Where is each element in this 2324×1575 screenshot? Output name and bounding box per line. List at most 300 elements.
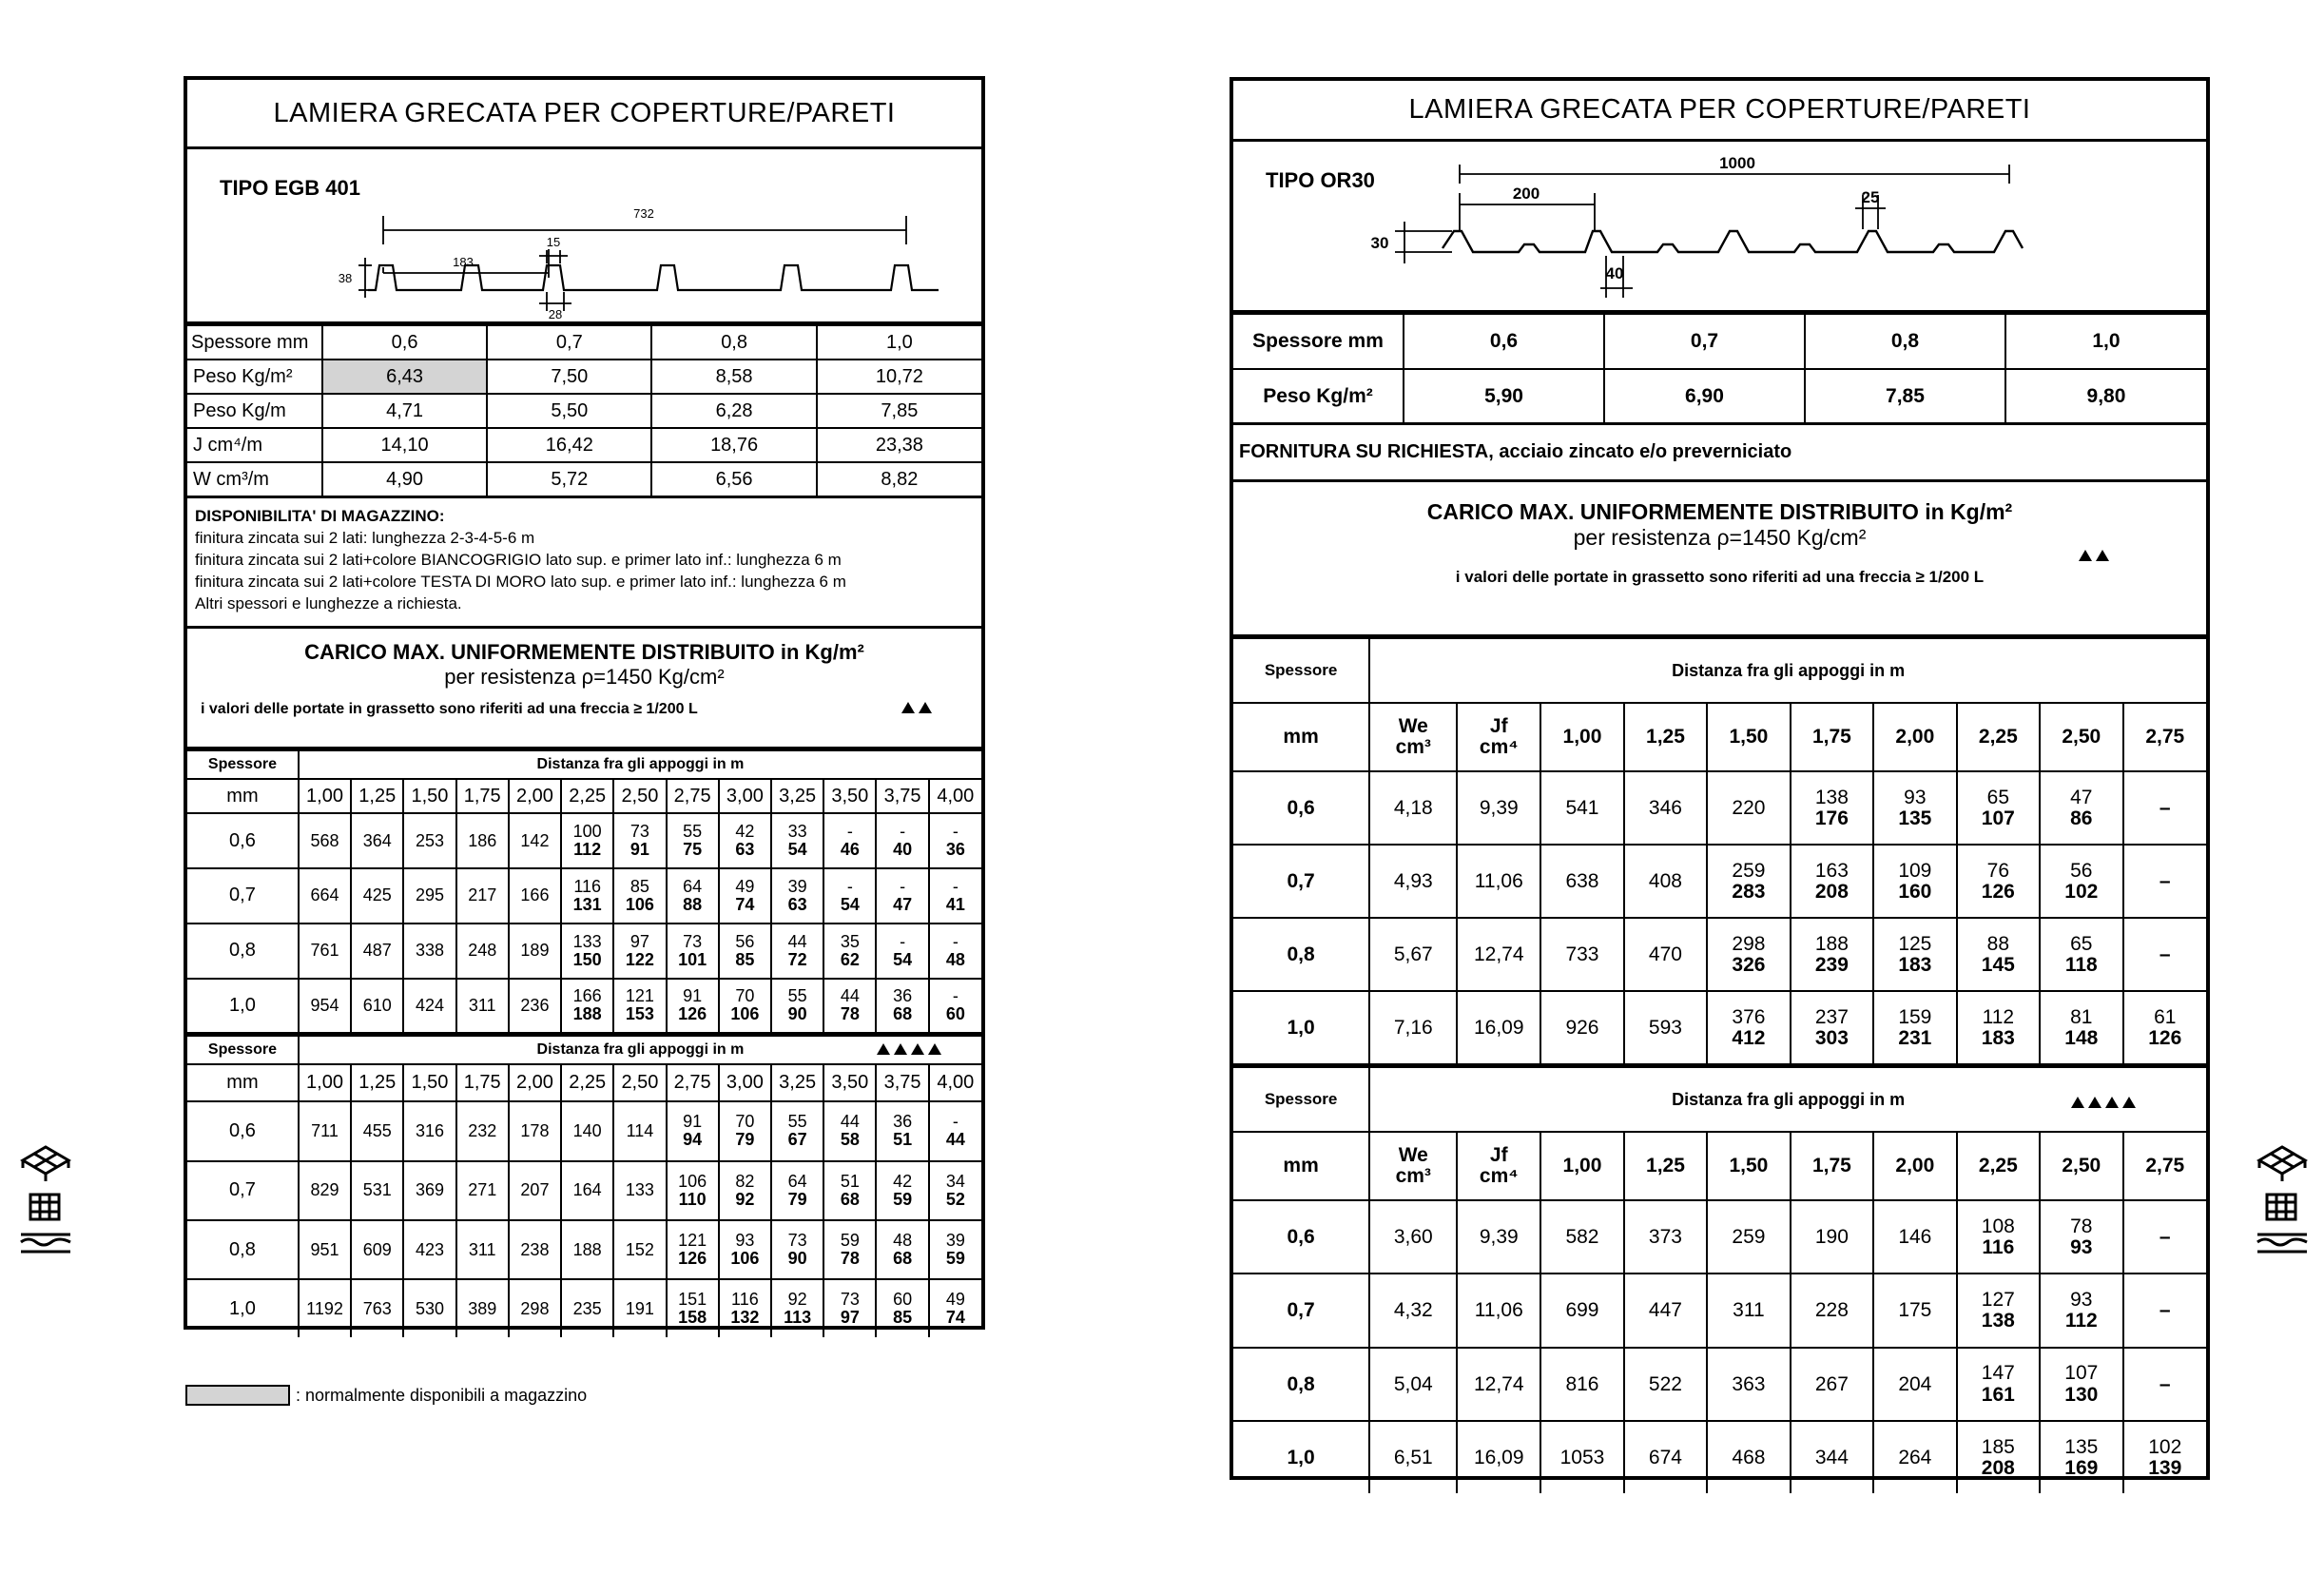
load-value-deflection: 150	[572, 949, 602, 969]
carico-title: CARICO MAX. UNIFORMEMENTE DISTRIBUITO in Kg/m²	[1426, 499, 2013, 524]
distance-label: Distanza fra gli appoggi in m	[299, 1036, 981, 1064]
span-header: 2,00	[1873, 703, 1956, 771]
props-section	[1233, 313, 2206, 425]
load-value-deflection: 113	[784, 1308, 812, 1328]
load-value-deflection: 97	[840, 1308, 860, 1328]
load-value: 82	[735, 1171, 755, 1191]
load-cell	[2040, 991, 2122, 1063]
load-value: 42	[735, 822, 755, 842]
load-row	[1233, 991, 2206, 1063]
load-cell: 761	[299, 924, 351, 979]
load-value-deflection: 183	[1898, 953, 1932, 976]
load-cell	[1873, 771, 1956, 845]
load-cell: –	[2123, 771, 2206, 845]
carico-section	[187, 640, 981, 749]
jf-cell: 12,74	[1457, 918, 1540, 991]
load-cell: 298	[509, 1279, 561, 1337]
load-value: -	[900, 931, 906, 951]
load-cell	[1957, 1200, 2040, 1274]
load-row	[187, 813, 981, 868]
span-header: 3,75	[876, 779, 928, 813]
four-supports-icon	[875, 1042, 943, 1060]
load-cell	[771, 813, 823, 868]
prop-value: 14,10	[322, 428, 487, 462]
span-header: 1,75	[1791, 1132, 1873, 1200]
dim-pitch: 183	[453, 255, 474, 269]
load-value: 55	[683, 822, 703, 842]
load-cell: 142	[509, 813, 561, 868]
load-cell: 253	[403, 813, 455, 868]
spessore-header-row	[187, 750, 981, 779]
sheet-title-section	[187, 80, 981, 149]
load-value: 64	[787, 1171, 807, 1191]
load-cell	[2040, 1348, 2122, 1421]
load-cell	[929, 1279, 981, 1337]
load-cell	[561, 813, 613, 868]
load-value-deflection: 116	[1982, 1235, 2015, 1258]
load-cell	[2123, 1421, 2206, 1493]
load-value-deflection: 54	[840, 894, 860, 914]
load-value: 49	[735, 877, 755, 897]
load-value: Jf	[1489, 1143, 1508, 1166]
load-value: 47	[2070, 786, 2093, 808]
thickness-header: 1,0	[817, 325, 981, 360]
load-value: 97	[629, 931, 649, 951]
load-cell: 711	[299, 1101, 351, 1160]
span-header: 3,25	[771, 779, 823, 813]
jf-label	[1457, 1132, 1540, 1200]
load-cell: 236	[509, 979, 561, 1032]
spessore-label: Spessore	[187, 750, 299, 779]
we-cell: 5,04	[1369, 1348, 1457, 1421]
load-value: 147	[1981, 1362, 2015, 1385]
load-cell	[876, 979, 928, 1032]
thickness-header: 0,6	[1404, 314, 1604, 369]
load-value-deflection: 107	[1981, 807, 2015, 829]
load-cell: 164	[561, 1161, 613, 1220]
props-row	[1233, 369, 2206, 422]
load-value-deflection: 63	[787, 894, 807, 914]
load-table-1-section	[1233, 637, 2206, 1066]
span-header: 2,50	[613, 779, 666, 813]
thickness-cell: 0,8	[1233, 1348, 1369, 1421]
carico-subtitle: per resistenza ρ=1450 Kg/cm²	[444, 665, 725, 689]
load-cell: 638	[1540, 845, 1623, 918]
load-cell: 346	[1624, 771, 1707, 845]
load-cell: 363	[1707, 1348, 1790, 1421]
load-value: 81	[2070, 1005, 2093, 1028]
load-cell	[1707, 918, 1790, 991]
load-cell	[1791, 918, 1873, 991]
load-value-deflection: 79	[787, 1189, 807, 1209]
load-value: 112	[1982, 1005, 2015, 1028]
load-value-deflection: 106	[625, 894, 654, 914]
load-cell: 447	[1624, 1274, 1707, 1347]
load-cell: 664	[299, 868, 351, 924]
load-value: 65	[2070, 932, 2093, 955]
availability-line: finitura zincata sui 2 lati+colore BIANCOGRIGIO lato sup. e primer lato inf.: lunghezza 6 m	[195, 551, 842, 569]
we-cell: 7,16	[1369, 991, 1457, 1063]
load-value: 159	[1898, 1005, 1932, 1028]
we-cell: 3,60	[1369, 1200, 1457, 1274]
load-cell: 423	[403, 1220, 455, 1279]
props-row	[187, 360, 981, 394]
load-cell	[876, 868, 928, 924]
span-header: 4,00	[929, 1064, 981, 1101]
load-value-deflection: cm³	[1395, 736, 1431, 758]
load-cell	[719, 1101, 771, 1160]
load-cell	[667, 813, 719, 868]
load-value-deflection: 208	[1981, 1456, 2015, 1479]
carico-title: CARICO MAX. UNIFORMEMENTE DISTRIBUITO in Kg/m²	[304, 640, 864, 664]
load-value-deflection: 303	[1814, 1026, 1849, 1049]
thickness-header: 0,7	[1604, 314, 1805, 369]
load-table-2	[1233, 1066, 2206, 1493]
load-cell	[823, 813, 876, 868]
legend-swatch	[185, 1385, 290, 1406]
carico-note: i valori delle portate in grassetto sono riferiti ad una freccia ≥ 1/200 L	[1455, 568, 1985, 586]
load-row	[1233, 1200, 2206, 1274]
load-value: 107	[2064, 1362, 2099, 1385]
load-table-2	[187, 1035, 981, 1337]
load-cell	[771, 1101, 823, 1160]
sheet-title-section	[1233, 81, 2206, 142]
props-section	[187, 324, 981, 498]
load-value: 125	[1898, 932, 1932, 955]
load-cell	[823, 1220, 876, 1279]
span-header: 3,00	[719, 1064, 771, 1101]
we-cell: 4,18	[1369, 771, 1457, 845]
load-value: -	[952, 931, 959, 951]
load-cell: 178	[509, 1101, 561, 1160]
span-header: 1,50	[1707, 703, 1790, 771]
load-value: 70	[735, 1112, 755, 1132]
dim-height: 38	[338, 271, 353, 285]
prop-value: 4,71	[322, 394, 487, 428]
load-value-deflection: 122	[625, 949, 654, 969]
load-cell	[613, 979, 666, 1032]
load-table-2-section	[187, 1035, 981, 1337]
load-cell	[667, 1220, 719, 1279]
load-cell: 369	[403, 1161, 455, 1220]
load-value: -	[900, 877, 906, 897]
load-cell	[719, 813, 771, 868]
prop-value: 7,50	[487, 360, 651, 394]
span-header: 1,25	[1624, 1132, 1707, 1200]
we-cell: 4,32	[1369, 1274, 1457, 1347]
span-header: 1,00	[1540, 703, 1623, 771]
load-value-deflection: 51	[893, 1130, 913, 1150]
load-cell: 166	[509, 868, 561, 924]
load-cell	[876, 1279, 928, 1337]
load-row	[1233, 1421, 2206, 1493]
load-cell: 408	[1624, 845, 1707, 918]
load-value-deflection: cm⁴	[1479, 1165, 1519, 1187]
load-value-deflection: 102	[2064, 880, 2099, 903]
mm-label: mm	[1233, 1132, 1369, 1200]
load-cell	[719, 924, 771, 979]
prop-value: 4,90	[322, 462, 487, 496]
structure-grid-icon	[17, 1139, 74, 1261]
load-cell: 522	[1624, 1348, 1707, 1421]
load-cell: –	[2123, 845, 2206, 918]
load-cell	[719, 979, 771, 1032]
thickness-cell: 1,0	[1233, 991, 1369, 1063]
load-value-deflection: 79	[735, 1130, 755, 1150]
props-table	[187, 324, 981, 496]
load-value-deflection: 118	[2064, 953, 2098, 976]
load-cell	[929, 1101, 981, 1160]
load-cell: 186	[456, 813, 509, 868]
we-cell: 5,67	[1369, 918, 1457, 991]
load-cell: 468	[1707, 1421, 1790, 1493]
load-cell	[1873, 918, 1956, 991]
load-value-deflection: 44	[945, 1130, 965, 1150]
prop-value: 18,76	[651, 428, 816, 462]
thickness-cell: 0,8	[187, 924, 299, 979]
load-value-deflection: 126	[2148, 1026, 2182, 1049]
thickness-cell: 1,0	[1233, 1421, 1369, 1493]
load-value: 166	[572, 986, 602, 1006]
load-cell: 311	[456, 979, 509, 1032]
load-value-deflection: 48	[945, 949, 965, 969]
load-value-deflection: 59	[945, 1249, 965, 1269]
load-value-deflection: 93	[2070, 1235, 2093, 1258]
load-value: 102	[2148, 1435, 2182, 1458]
load-value-deflection: 54	[893, 949, 913, 969]
load-cell	[1791, 771, 1873, 845]
load-value-deflection: 94	[683, 1130, 703, 1150]
load-value-deflection: 126	[1981, 880, 2015, 903]
dim-height: 30	[1370, 234, 1389, 252]
load-value: We	[1398, 714, 1428, 737]
distance-label: Distanza fra gli appoggi in m	[1369, 1067, 2206, 1132]
load-value: -	[952, 822, 959, 842]
span-header: 3,25	[771, 1064, 823, 1101]
load-value: 259	[1732, 859, 1766, 882]
load-cell	[1957, 1421, 2040, 1493]
load-value: -	[846, 877, 853, 897]
load-value-deflection: 78	[840, 1249, 860, 1269]
prop-value: 9,80	[2005, 369, 2206, 422]
load-cell	[771, 868, 823, 924]
load-value-deflection: 188	[572, 1004, 602, 1024]
fornitura-text: FORNITURA SU RICHIESTA, acciaio zincato e/o preverniciato	[1239, 441, 1792, 462]
load-row	[187, 1101, 981, 1160]
prop-value: 8,82	[817, 462, 981, 496]
sheet-title: LAMIERA GRECATA PER COPERTURE/PARETI	[1408, 94, 2031, 125]
carico-note: i valori delle portate in grassetto sono riferiti ad una freccia ≥ 1/200 L	[201, 701, 698, 717]
load-value-deflection: 54	[787, 840, 807, 860]
load-cell	[561, 868, 613, 924]
load-cell	[667, 924, 719, 979]
prop-value: 7,85	[817, 394, 981, 428]
availability-heading: DISPONIBILITA' DI MAGAZZINO:	[195, 507, 445, 525]
load-value: 36	[893, 986, 913, 1006]
load-value: -	[900, 822, 906, 842]
load-cell	[719, 1220, 771, 1279]
load-value: 76	[1986, 859, 2009, 882]
load-value: 93	[735, 1231, 755, 1251]
load-cell	[613, 813, 666, 868]
load-cell	[561, 924, 613, 979]
load-cell: 238	[509, 1220, 561, 1279]
load-value-deflection: 135	[1898, 807, 1932, 829]
load-cell: 217	[456, 868, 509, 924]
load-value-deflection: 101	[678, 949, 707, 969]
span-header: 1,00	[299, 779, 351, 813]
load-value-deflection: 106	[730, 1249, 760, 1269]
load-cell	[667, 1101, 719, 1160]
span-header: 1,75	[456, 779, 509, 813]
thickness-cell: 0,7	[1233, 1274, 1369, 1347]
load-cell: 364	[351, 813, 403, 868]
load-value: 376	[1732, 1005, 1766, 1028]
span-header: 2,25	[561, 1064, 613, 1101]
jf-cell: 9,39	[1457, 1200, 1540, 1274]
load-cell	[929, 1161, 981, 1220]
load-value-deflection: 92	[735, 1189, 755, 1209]
load-value: 73	[840, 1290, 860, 1310]
thickness-header: 0,8	[1805, 314, 2005, 369]
spessore-header-row	[1233, 1067, 2206, 1132]
span-header: 1,50	[403, 1064, 455, 1101]
load-cell	[1873, 845, 1956, 918]
load-value-deflection: 208	[1814, 880, 1849, 903]
load-row	[187, 924, 981, 979]
prop-value: 5,72	[487, 462, 651, 496]
legend	[185, 1385, 587, 1406]
load-value: 33	[787, 822, 807, 842]
load-cell: 152	[613, 1220, 666, 1279]
we-cell: 6,51	[1369, 1421, 1457, 1493]
load-cell: 264	[1873, 1421, 1956, 1493]
load-table-1	[187, 749, 981, 1032]
load-value-deflection: 36	[945, 840, 965, 860]
load-cell: 316	[403, 1101, 455, 1160]
load-cell	[876, 1101, 928, 1160]
load-cell	[929, 813, 981, 868]
dim-top: 25	[1861, 188, 1880, 206]
jf-cell: 9,39	[1457, 771, 1540, 845]
load-cell	[2040, 1421, 2122, 1493]
load-cell	[771, 1161, 823, 1220]
thickness-cell: 1,0	[187, 1279, 299, 1337]
span-header: 1,00	[1540, 1132, 1623, 1200]
prop-value: 6,56	[651, 462, 816, 496]
load-cell: 338	[403, 924, 455, 979]
load-value: 73	[683, 931, 703, 951]
span-header: 1,25	[351, 779, 403, 813]
load-value: 59	[840, 1231, 860, 1251]
load-value-deflection: 47	[893, 894, 913, 914]
load-cell	[2040, 1200, 2122, 1274]
load-value: 78	[2070, 1215, 2093, 1237]
load-cell	[876, 1161, 928, 1220]
load-value: 34	[945, 1171, 965, 1191]
load-value: 44	[840, 1112, 860, 1132]
load-value: 85	[629, 877, 649, 897]
thickness-cell: 0,8	[1233, 918, 1369, 991]
load-cell: 267	[1791, 1348, 1873, 1421]
load-cell	[2123, 991, 2206, 1063]
load-row	[1233, 1348, 2206, 1421]
load-cell: 311	[1707, 1274, 1790, 1347]
thickness-header: 0,8	[651, 325, 816, 360]
load-value: 39	[787, 877, 807, 897]
load-value-deflection: 72	[787, 949, 807, 969]
dim-bottom: 40	[1605, 264, 1624, 282]
load-cell: 248	[456, 924, 509, 979]
span-header: 2,75	[2123, 703, 2206, 771]
load-cell: 344	[1791, 1421, 1873, 1493]
profile-section	[1233, 142, 2206, 313]
load-value: 298	[1732, 932, 1766, 955]
load-value-deflection: 131	[572, 894, 602, 914]
load-table-1-section	[187, 749, 981, 1035]
load-row	[187, 979, 981, 1032]
load-value-deflection: 126	[678, 1004, 707, 1024]
load-value-deflection: 74	[735, 894, 755, 914]
jf-label	[1457, 703, 1540, 771]
load-value-deflection: 86	[2070, 807, 2093, 829]
load-value: 48	[893, 1231, 913, 1251]
load-cell: 259	[1707, 1200, 1790, 1274]
load-value-deflection: 106	[730, 1004, 760, 1024]
load-row	[1233, 918, 2206, 991]
load-cell	[613, 868, 666, 924]
load-value-deflection: 148	[2064, 1026, 2099, 1049]
load-row	[187, 1161, 981, 1220]
load-table-2-section	[1233, 1066, 2206, 1493]
load-cell: 816	[1540, 1348, 1623, 1421]
load-cell: 189	[509, 924, 561, 979]
load-cell	[1957, 771, 2040, 845]
load-value: 127	[1981, 1289, 2015, 1312]
props-table	[1233, 313, 2206, 422]
load-value-deflection: 78	[840, 1004, 860, 1024]
load-cell: 951	[299, 1220, 351, 1279]
load-cell	[823, 1101, 876, 1160]
we-label	[1369, 1132, 1457, 1200]
prop-value: 6,90	[1604, 369, 1805, 422]
load-value-deflection: 52	[945, 1189, 965, 1209]
load-value: 73	[787, 1231, 807, 1251]
load-value-deflection: 75	[683, 840, 703, 860]
load-row	[1233, 1274, 2206, 1347]
load-value: 93	[1904, 786, 1927, 808]
span-header: 3,75	[876, 1064, 928, 1101]
fornitura-section	[1233, 425, 2206, 482]
load-value-deflection: 90	[787, 1004, 807, 1024]
load-value-deflection: 132	[730, 1308, 760, 1328]
load-value: 109	[1898, 859, 1932, 882]
two-supports-icon	[2077, 549, 2111, 566]
load-value-deflection: 60	[945, 1004, 965, 1024]
load-value: 135	[2064, 1435, 2099, 1458]
load-value-deflection: 239	[1814, 953, 1849, 976]
span-header-row	[187, 1064, 981, 1101]
load-cell	[876, 813, 928, 868]
load-cell: 235	[561, 1279, 613, 1337]
load-cell	[1791, 845, 1873, 918]
props-row	[187, 394, 981, 428]
span-header-row	[187, 779, 981, 813]
load-cell	[613, 924, 666, 979]
mm-label: mm	[187, 1064, 299, 1101]
load-value: 185	[1981, 1435, 2015, 1458]
jf-cell: 12,74	[1457, 1348, 1540, 1421]
